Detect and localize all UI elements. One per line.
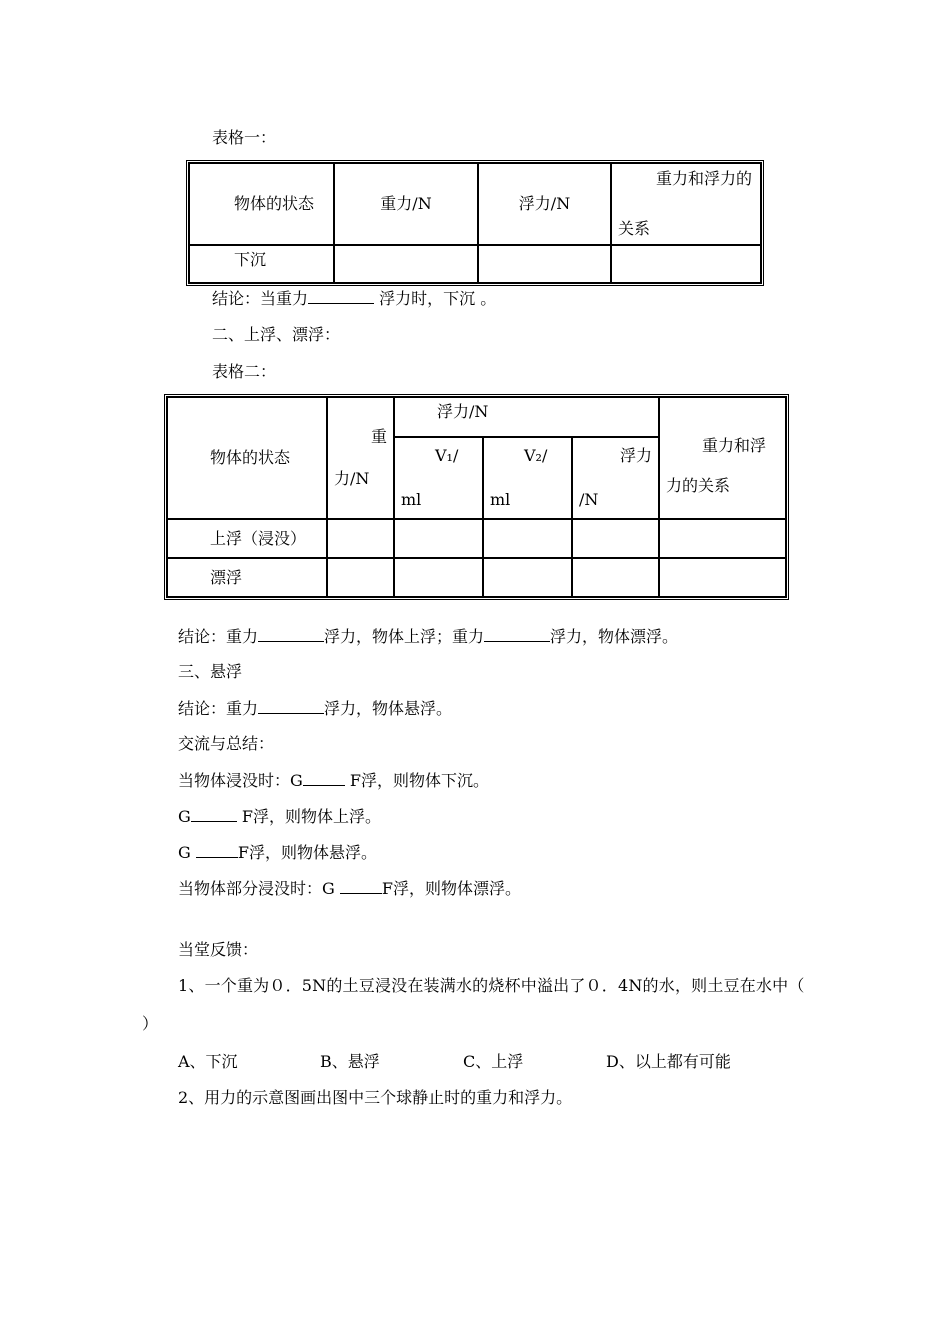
answer-blank bbox=[484, 626, 550, 642]
section2-heading: 二、上浮、漂浮： bbox=[212, 325, 341, 344]
question1-option-d: D、以上都有可能 bbox=[606, 1052, 731, 1071]
conclusion2-part1: 结论：重力 bbox=[178, 627, 259, 646]
conclusion2-part3: 浮力，物体漂浮。 bbox=[550, 627, 679, 646]
summary-line2-suffix: F浮，则物体上浮。 bbox=[236, 807, 381, 826]
summary-line4-suffix: F浮，则物体漂浮。 bbox=[381, 879, 521, 898]
section3-heading: 三、悬浮 bbox=[178, 662, 243, 681]
table2-header-v2 bbox=[483, 437, 572, 519]
summary-line3-suffix: F浮，则物体悬浮。 bbox=[237, 843, 377, 862]
table2-header-buoyancy-group: 浮力/N bbox=[394, 397, 659, 437]
table2-header-float-line2: /N bbox=[579, 490, 599, 509]
table1-cell bbox=[478, 245, 611, 283]
table1-header-relation-line1: 重力和浮力的 bbox=[656, 169, 753, 188]
answer-blank bbox=[340, 878, 382, 894]
summary-line2-prefix: G bbox=[178, 807, 191, 826]
table2-header-relation-line1: 重力和浮 bbox=[702, 436, 767, 455]
table2-row-label: 漂浮 bbox=[167, 558, 327, 597]
table2-header-state: 物体的状态 bbox=[167, 397, 327, 519]
question2: 2、用力的示意图画出图中三个球静止时的重力和浮力。 bbox=[178, 1088, 573, 1107]
table1-header-relation-line2: 关系 bbox=[618, 219, 651, 238]
summary-line4-prefix: 当物体部分浸没时：G bbox=[178, 879, 340, 898]
answer-blank bbox=[308, 288, 374, 304]
table2-header-relation bbox=[659, 397, 786, 519]
table2-cell bbox=[483, 558, 572, 597]
table2-cell bbox=[659, 519, 786, 558]
answer-blank bbox=[191, 806, 237, 822]
table1-cell bbox=[611, 245, 761, 283]
conclusion2-part2: 浮力，物体上浮；重力 bbox=[324, 627, 485, 646]
table2-caption: 表格二： bbox=[212, 362, 277, 381]
feedback-heading: 当堂反馈： bbox=[178, 940, 259, 959]
table2-header-float bbox=[572, 437, 659, 519]
table2-header-v2-line2: ml bbox=[490, 490, 511, 509]
table2-header-gravity bbox=[327, 397, 394, 519]
table2-header-float-line1: 浮力 bbox=[620, 446, 653, 465]
conclusion1-suffix: 浮力时，下沉 。 bbox=[379, 289, 497, 308]
table2-cell bbox=[394, 558, 483, 597]
table2-header-v2-line1: V₂/ bbox=[524, 446, 548, 465]
summary-line1-suffix: F浮，则物体下沉。 bbox=[344, 771, 489, 790]
conclusion3 bbox=[178, 698, 452, 719]
table2 bbox=[164, 394, 789, 600]
table2-header-v1 bbox=[394, 437, 483, 519]
table2-header-gravity-line1: 重 bbox=[370, 427, 387, 446]
conclusion1-prefix: 结论：当重力 bbox=[212, 289, 309, 308]
table1 bbox=[186, 160, 764, 286]
answer-blank bbox=[303, 770, 345, 786]
table1-header-buoyancy: 浮力/N bbox=[478, 163, 611, 245]
answer-blank bbox=[258, 698, 324, 714]
table2-cell bbox=[327, 558, 394, 597]
summary-line-1 bbox=[178, 770, 489, 791]
table1-caption: 表格一： bbox=[212, 128, 277, 147]
summary-heading: 交流与总结： bbox=[178, 734, 275, 753]
question1-option-c: C、上浮 bbox=[463, 1052, 524, 1071]
summary-line-4 bbox=[178, 878, 521, 899]
table1-header-relation bbox=[611, 163, 761, 245]
table2-cell bbox=[394, 519, 483, 558]
table2-cell bbox=[327, 519, 394, 558]
table2-header-v1-line1: V₁/ bbox=[435, 446, 459, 465]
table2-header-v1-line2: ml bbox=[401, 490, 422, 509]
conclusion3-part2: 浮力，物体悬浮。 bbox=[324, 699, 453, 718]
table2-cell bbox=[483, 519, 572, 558]
question1-line1: 1、一个重为０．5N的土豆浸没在装满水的烧杯中溢出了０．4N的水，则土豆在水中（ bbox=[178, 976, 805, 995]
answer-blank bbox=[196, 842, 238, 858]
summary-line-2 bbox=[178, 806, 381, 827]
table2-header-gravity-line2: 力/N bbox=[334, 469, 370, 488]
table2-cell bbox=[572, 558, 659, 597]
question1-option-b: B、悬浮 bbox=[320, 1052, 380, 1071]
answer-blank bbox=[258, 626, 324, 642]
question1-option-a: A、下沉 bbox=[178, 1052, 238, 1071]
table1-header-state: 物体的状态 bbox=[189, 163, 334, 245]
summary-line-3 bbox=[178, 842, 377, 863]
conclusion1 bbox=[212, 288, 496, 309]
summary-line1-prefix: 当物体浸没时：G bbox=[178, 771, 303, 790]
table2-row-label: 上浮（浸没） bbox=[167, 519, 327, 558]
table1-row-label: 下沉 bbox=[189, 245, 334, 283]
table2-cell bbox=[659, 558, 786, 597]
table1-cell bbox=[334, 245, 478, 283]
table1-header-gravity: 重力/N bbox=[334, 163, 478, 245]
conclusion3-part1: 结论：重力 bbox=[178, 699, 259, 718]
question1-line2: ） bbox=[142, 1014, 159, 1033]
table2-cell bbox=[572, 519, 659, 558]
conclusion2 bbox=[178, 626, 678, 647]
table2-header-relation-line2: 力的关系 bbox=[666, 476, 731, 495]
summary-line3-prefix: G bbox=[178, 843, 196, 862]
